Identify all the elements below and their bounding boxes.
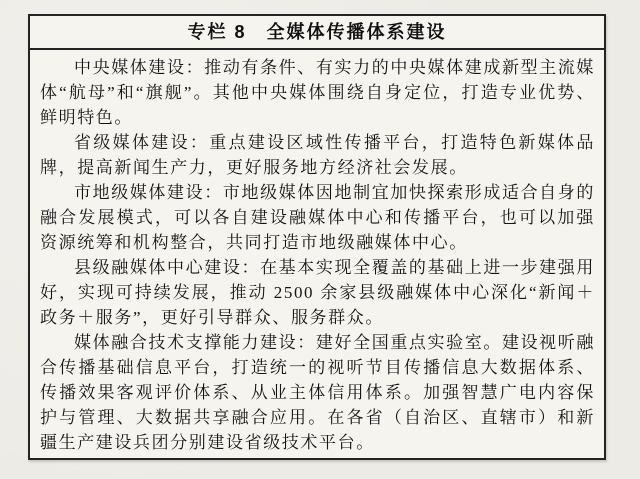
paragraph-county-media-centers: 县级融媒体中心建设：在基本实现全覆盖的基础上进一步建强用好，实现可持续发展，推动 2500 余家县级融媒体中心深化“新闻＋政务＋服务”，更好引导群众、服务群众。	[40, 258, 595, 327]
paragraph-tech-support-capability: 媒体融合技术支撑能力建设：建好全国重点实验室。建设视听融合传播基础信息平台，打造统一的视听节目传播信息大数据体系、传播效果客观评价体系、从业主体信用体系。加强智慧广电内容保护与管理、大数据共享融合应用。在各省（自治区、直辖市）和新疆生产建设兵团分别建设省级技术平台。	[40, 333, 595, 452]
paragraph-city-level-media: 市地级媒体建设：市地级媒体因地制宜加快探索形成适合自身的融合发展模式，可以各自建设融媒体中心和传播平台，也可以加强资源统筹和机构整合，共同打造市地级融媒体中心。	[40, 183, 595, 252]
column-box-body	[30, 50, 604, 458]
column-box	[28, 14, 606, 460]
column-box-title: 专栏 8 全媒体传播体系建设	[30, 16, 604, 50]
paragraph-central-media: 中央媒体建设：推动有条件、有实力的中央媒体建成新型主流媒体“航母”和“旗舰”。其他中央媒体围绕自身定位，打造专业优势、鲜明特色。	[40, 58, 595, 127]
paragraph-provincial-media: 省级媒体建设：重点建设区域性传播平台，打造特色新媒体品牌，提高新闻生产力，更好服务地方经济社会发展。	[40, 133, 595, 177]
